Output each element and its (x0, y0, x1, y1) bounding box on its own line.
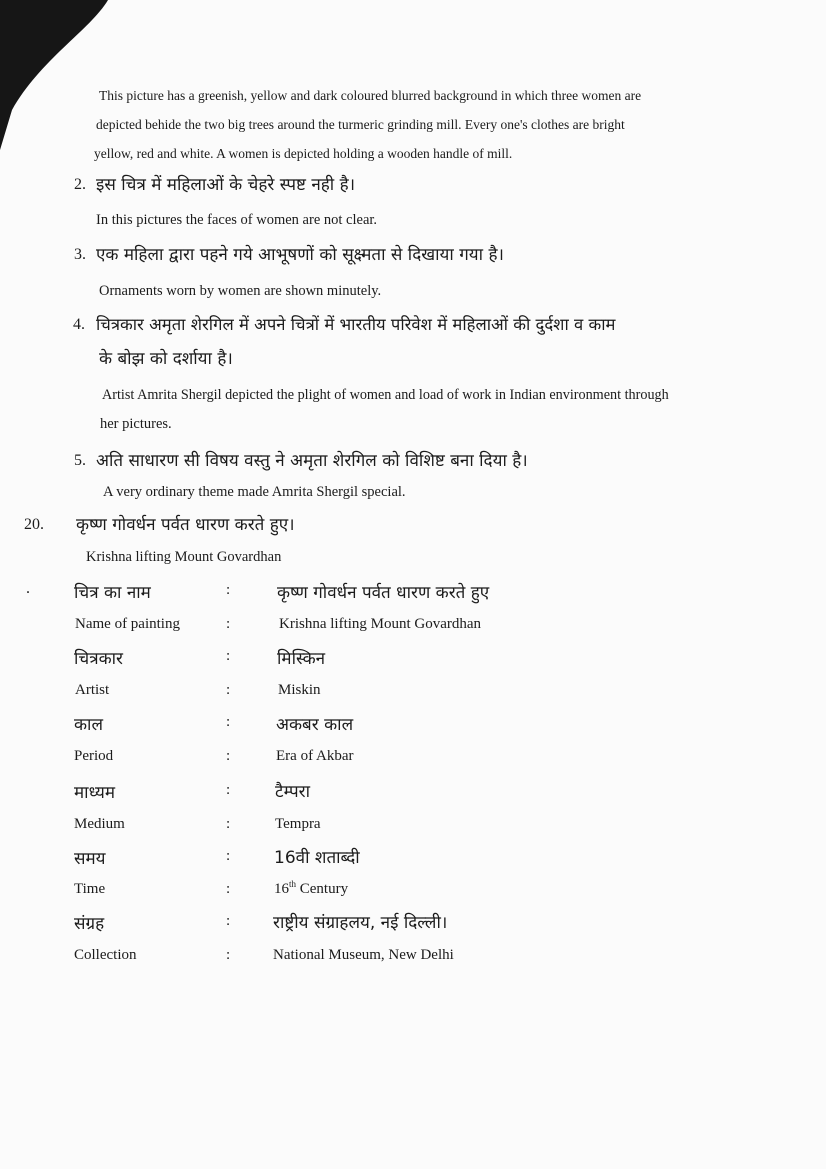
point-number: 5. (74, 452, 86, 469)
detail-value-hindi: अकबर काल (276, 715, 354, 735)
point-number: 2. (74, 176, 86, 193)
point-hindi-line-2: के बोझ को दर्शाया है। (99, 349, 233, 369)
question-number: 20. (24, 516, 44, 533)
detail-label-english: Time (74, 881, 106, 897)
detail-value-english: Tempra (275, 816, 321, 832)
point-english-line-2: her pictures. (100, 416, 172, 432)
detail-label-english: Artist (75, 682, 110, 698)
point-hindi-line-1: चित्रकार अमृता शेरगिल में अपने चित्रों में भारतीय परिवेश में महिलाओं की दुर्दशा व काम (96, 315, 616, 334)
detail-label-english: Collection (74, 947, 137, 963)
detail-label-english: Medium (74, 816, 125, 832)
point-number: 4. (73, 316, 85, 333)
detail-colon: : (226, 913, 231, 929)
intro-line-3: yellow, red and white. A women is depicted holding a wooden handle of mill. (94, 146, 513, 161)
detail-label-hindi: संग्रह (74, 914, 105, 934)
detail-value-english: Krishna lifting Mount Govardhan (279, 616, 482, 632)
intro-line-1: This picture has a greenish, yellow and dark coloured blurred background in which three women are (99, 88, 642, 103)
detail-value-english: National Museum, New Delhi (273, 947, 454, 963)
time-ordinal-suffix: th (289, 879, 297, 889)
detail-colon: : (226, 714, 231, 730)
detail-colon: : (226, 748, 231, 764)
detail-colon: : (226, 848, 231, 864)
detail-label-hindi: काल (74, 715, 103, 735)
point-hindi: इस चित्र में महिलाओं के चेहरे स्पष्ट नही है। (96, 175, 356, 195)
detail-label-hindi: चित्रकार (74, 649, 123, 669)
point-english-line-1: Artist Amrita Shergil depicted the plight of women and load of work in Indian environment through (102, 387, 669, 403)
detail-colon: : (226, 947, 231, 963)
point-number: 3. (74, 246, 86, 263)
detail-value-hindi: कृष्ण गोवर्धन पर्वत धारण करते हुए (277, 583, 490, 603)
detail-value-hindi: टैम्परा (275, 782, 311, 802)
detail-colon: : (226, 881, 231, 897)
detail-value-english (274, 881, 348, 898)
detail-colon: : (226, 616, 231, 632)
time-number: 16 (274, 881, 289, 897)
detail-label-hindi: समय (74, 849, 106, 869)
detail-colon: : (226, 682, 231, 698)
point-hindi: अति साधारण सी विषय वस्तु ने अमृता शेरगिल को विशिष्ट बना दिया है। (96, 451, 528, 471)
detail-colon: : (226, 782, 231, 798)
detail-value-english: Era of Akbar (276, 748, 354, 764)
point-english: Ornaments worn by women are shown minutely. (99, 283, 382, 299)
detail-value-hindi: मिस्किन (277, 649, 326, 669)
point-hindi: एक महिला द्वारा पहने गये आभूषणों को सूक्ष्मता से दिखाया गया है। (96, 245, 504, 265)
time-unit: Century (296, 881, 349, 897)
detail-value-hindi: 16वी शताब्दी (274, 848, 360, 868)
detail-colon: : (226, 582, 231, 598)
detail-label-hindi: चित्र का नाम (74, 583, 151, 603)
detail-colon: : (226, 648, 231, 664)
detail-colon: : (226, 816, 231, 832)
point-english: A very ordinary theme made Amrita Shergil special. (103, 484, 406, 500)
detail-label-english: Name of painting (75, 616, 180, 632)
scan-corner-shadow (0, 0, 108, 150)
question-title-hindi: कृष्ण गोवर्धन पर्वत धारण करते हुए। (76, 515, 295, 535)
scan-speck: . (26, 580, 30, 597)
intro-line-2: depicted behide the two big trees around the turmeric grinding mill. Every one's clothes are bright (96, 117, 625, 132)
detail-label-hindi: माध्यम (74, 783, 115, 803)
question-title-english: Krishna lifting Mount Govardhan (86, 549, 282, 565)
point-english: In this pictures the faces of women are not clear. (96, 212, 378, 228)
detail-value-english: Miskin (278, 682, 321, 698)
detail-label-english: Period (74, 748, 114, 764)
detail-value-hindi: राष्ट्रीय संग्राहलय, नई दिल्ली। (273, 913, 448, 933)
